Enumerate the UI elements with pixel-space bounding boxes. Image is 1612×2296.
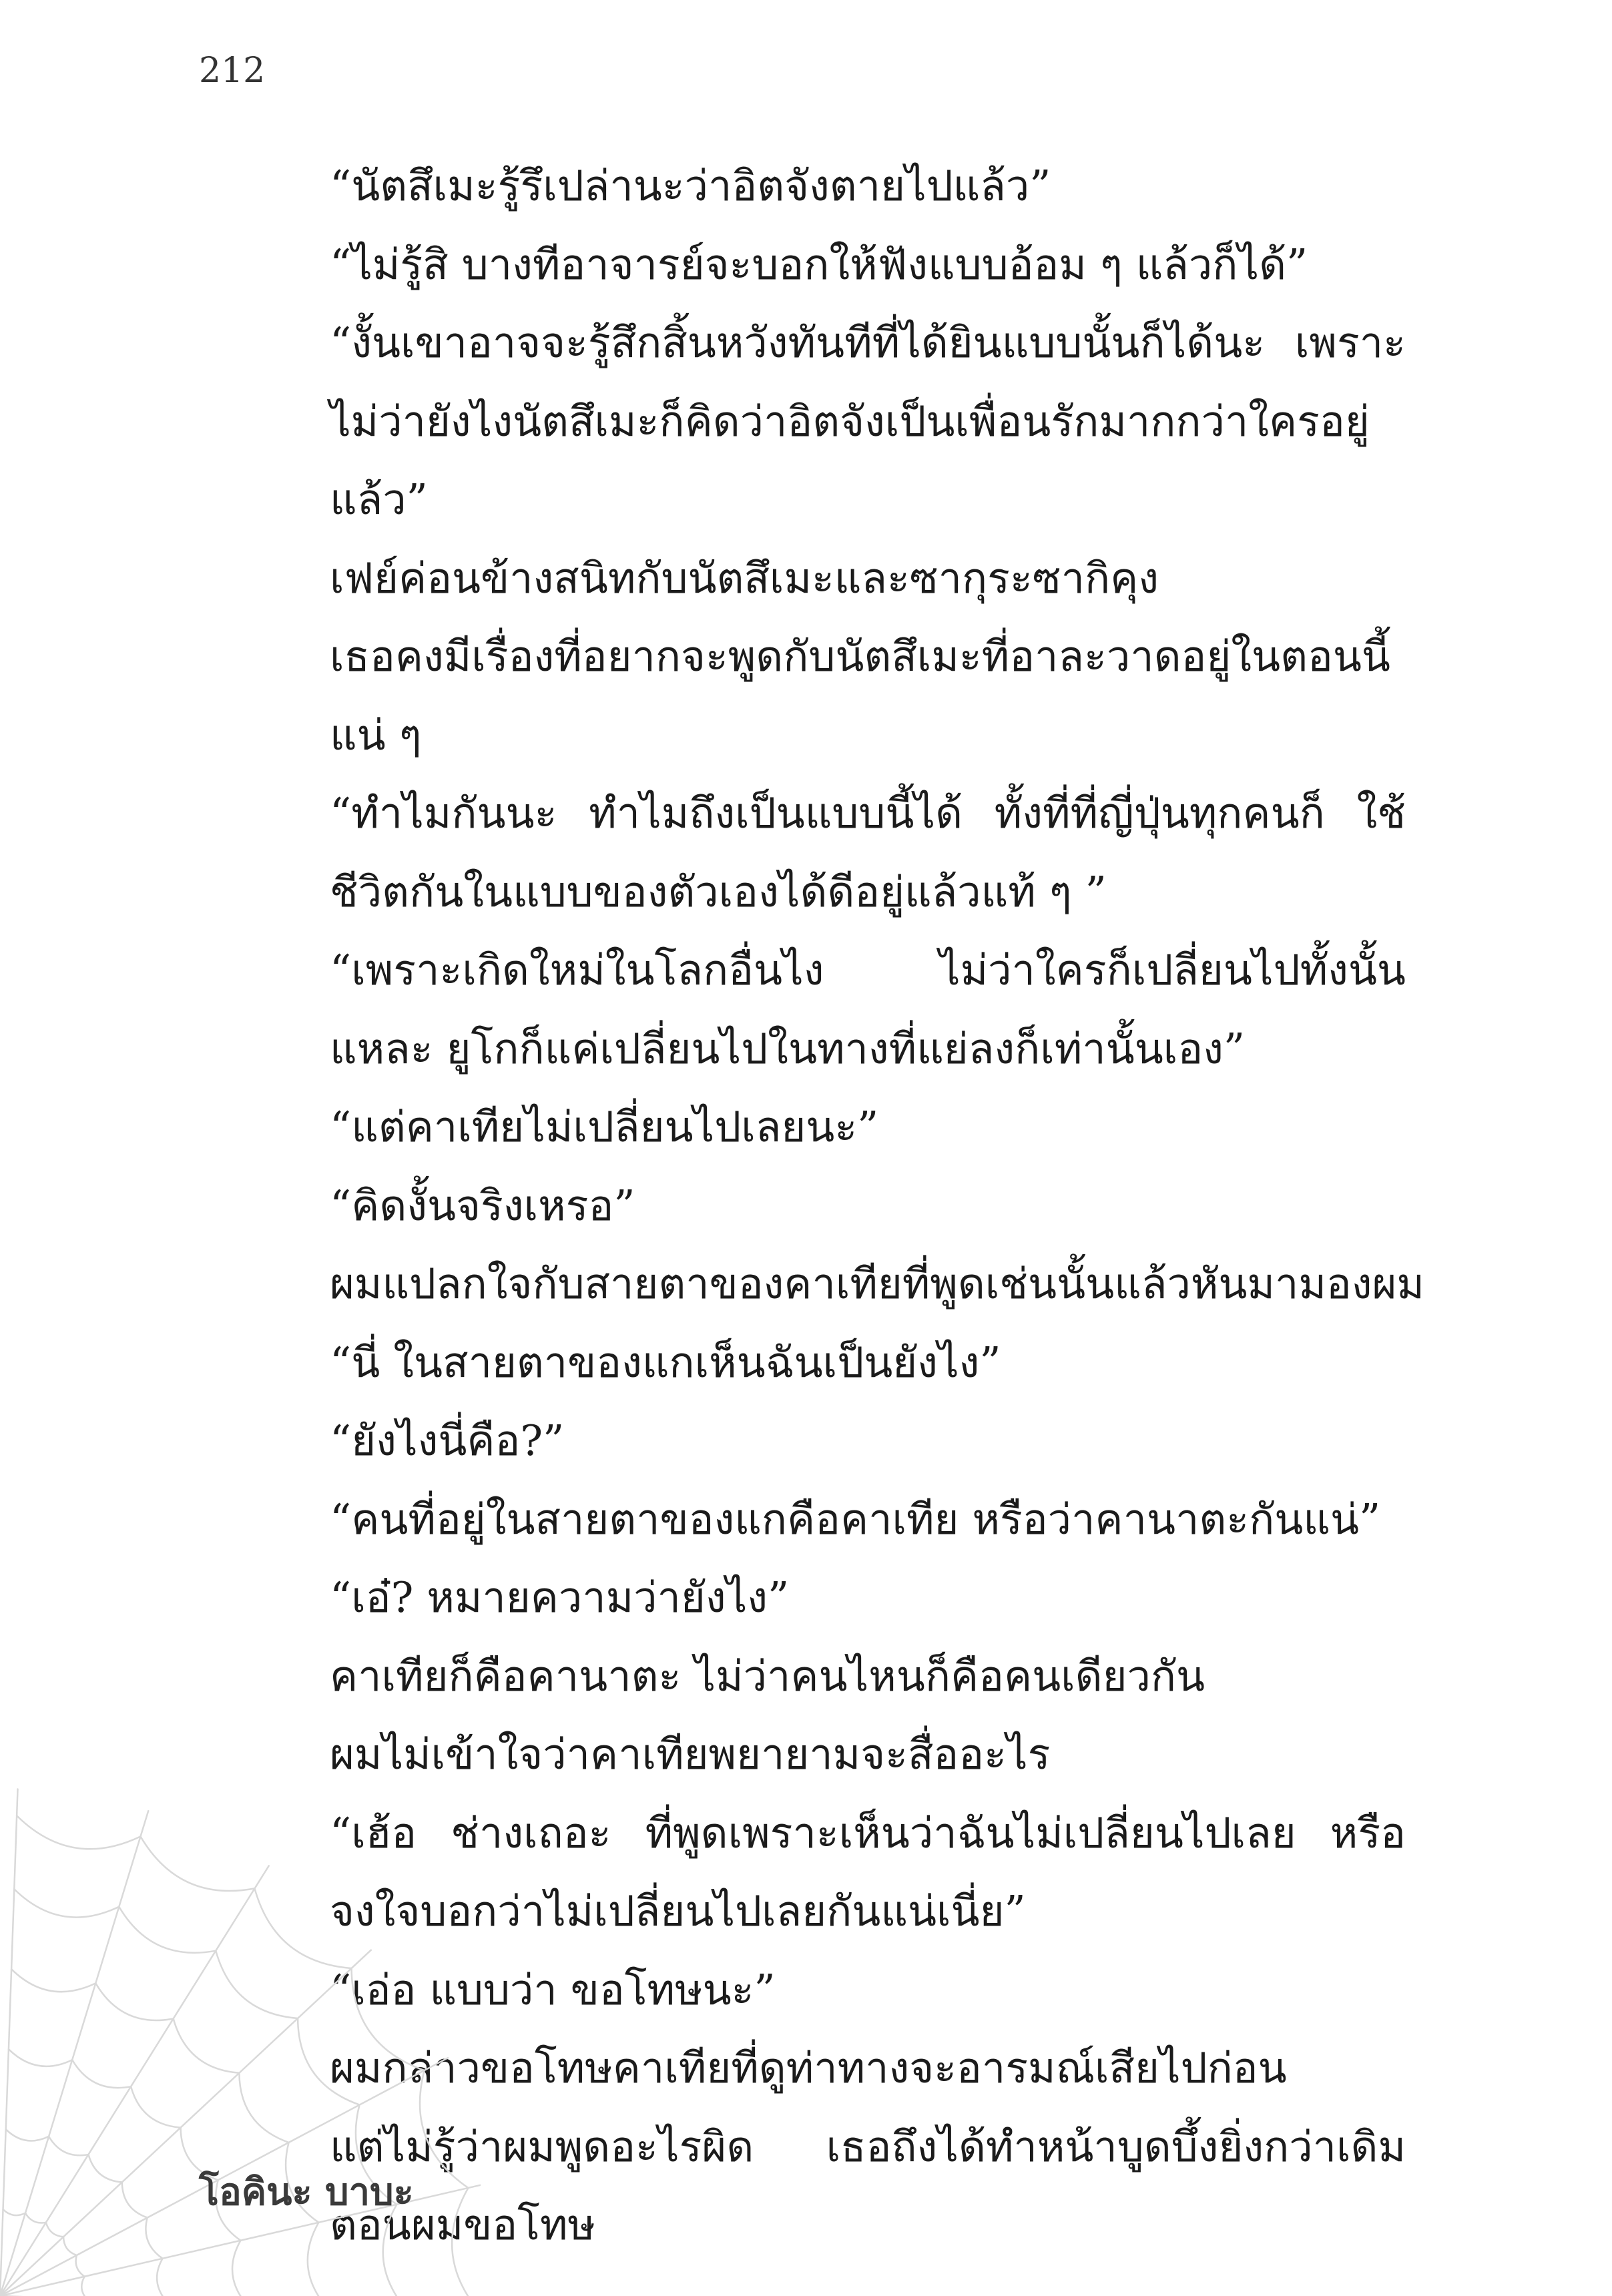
paragraph-13: “คนที่อยู่ในสายตาของแกคือคาเทีย หรือว่าคานาตะกันแน่”: [330, 1494, 1381, 1544]
paragraph-19: ผมกล่าวขอโทษคาเทียที่ดูท่าทางจะอารมณ์เสียไปก่อน: [330, 2044, 1287, 2092]
paragraph-9: “คิดงั้นจริงเหรอ”: [330, 1181, 635, 1230]
web-spoke: [0, 1950, 371, 2296]
paragraph-17: “เฮ้อ ช่างเถอะ ที่พูดเพราะเห็นว่าฉันไม่เปลี่ยนไปเลย หรือจงใจบอกว่าไม่เปลี่ยนไปเลยกันแน่เนี่ย”: [330, 1808, 1406, 1936]
paragraph-16: ผมไม่เข้าใจว่าคาเทียพยายามจะสื่ออะไร: [330, 1730, 1051, 1779]
paragraph-10: ผมแปลกใจกับสายตาของคาเทียที่พูดเช่นนั้นแล้วหันมามองผม: [330, 1259, 1424, 1308]
paragraph-20: แต่ไม่รู้ว่าผมพูดอะไรผิด เธอถึงได้ทำหน้าบูดบึ้งยิ่งกว่าเดิม ตอนผมขอโทษ: [330, 2122, 1406, 2249]
paragraph-4: เฟย์ค่อนข้างสนิทกับนัตสึเมะและซากุระซากิคุง: [330, 553, 1159, 603]
web-spoke: [0, 1866, 269, 2296]
web-spoke: [0, 1789, 18, 2296]
web-ring: [17, 1815, 481, 2296]
paragraph-12: “ยังไงนี่คือ?”: [330, 1416, 565, 1465]
paragraph-2: “ไม่รู้สิ บางทีอาจารย์จะบอกให้ฟังแบบอ้อม ๆ แล้วก็ได้”: [330, 240, 1308, 289]
paragraph-18: “เอ่อ แบบว่า ขอโทษนะ”: [330, 1965, 776, 2014]
paragraph-5: เธอคงมีเรื่องที่อยากจะพูดกับนัตสึเมะที่อาละวาดอยู่ในตอนนี้ แน่ ๆ: [330, 632, 1390, 760]
paragraph-15: คาเทียก็คือคานาตะ ไม่ว่าคนไหนก็คือคนเดียวกัน: [330, 1651, 1205, 1701]
page-number: 212: [199, 51, 266, 91]
paragraph-1: “นัตสึเมะรู้รึเปล่านะว่าอิตจังตายไปแล้ว”: [330, 162, 1051, 210]
web-spoke: [0, 1811, 148, 2296]
paragraph-7: “เพราะเกิดใหม่ในโลกอื่นไง ไม่ว่าใครก็เปลี่ยนไปทั้งนั้นแหละ ยูโกก็แค่เปลี่ยนไปในทางที่แย่ลงก็เท่านั้นเอง”: [330, 946, 1406, 1073]
footer-author: โอคินะ บาบะ: [199, 2171, 414, 2214]
paragraph-8: “แต่คาเทียไม่เปลี่ยนไปเลยนะ”: [330, 1103, 879, 1151]
web-ring: [11, 1969, 327, 2296]
web-ring: [3, 2209, 87, 2296]
web-ring: [6, 2129, 167, 2296]
paragraph-3: “งั้นเขาอาจจะรู้สึกสิ้นหวังทันทีที่ได้ยินแบบนั้นก็ได้นะ เพราะ ไม่ว่ายังไงนัตสึเมะก็คิดว่าอิตจังเป็นเพื่อนรักมากกว่าใครอยู่แล้ว”: [330, 318, 1406, 524]
paragraph-6: “ทำไมกันนะ ทำไมถึงเป็นแบบนี้ได้ ทั้งที่ที่ญี่ปุ่นทุกคนก็ ใช้ชีวิตกันในแบบของตัวเองได้ดีอยู่แล้วแท้ ๆ ”: [330, 789, 1406, 916]
paragraph-14: “เอ๋? หมายความว่ายังไง”: [330, 1573, 790, 1622]
paragraph-11: “นี่ ในสายตาของแกเห็นฉันเป็นยังไง”: [330, 1338, 1001, 1387]
web-ring: [14, 1889, 407, 2296]
